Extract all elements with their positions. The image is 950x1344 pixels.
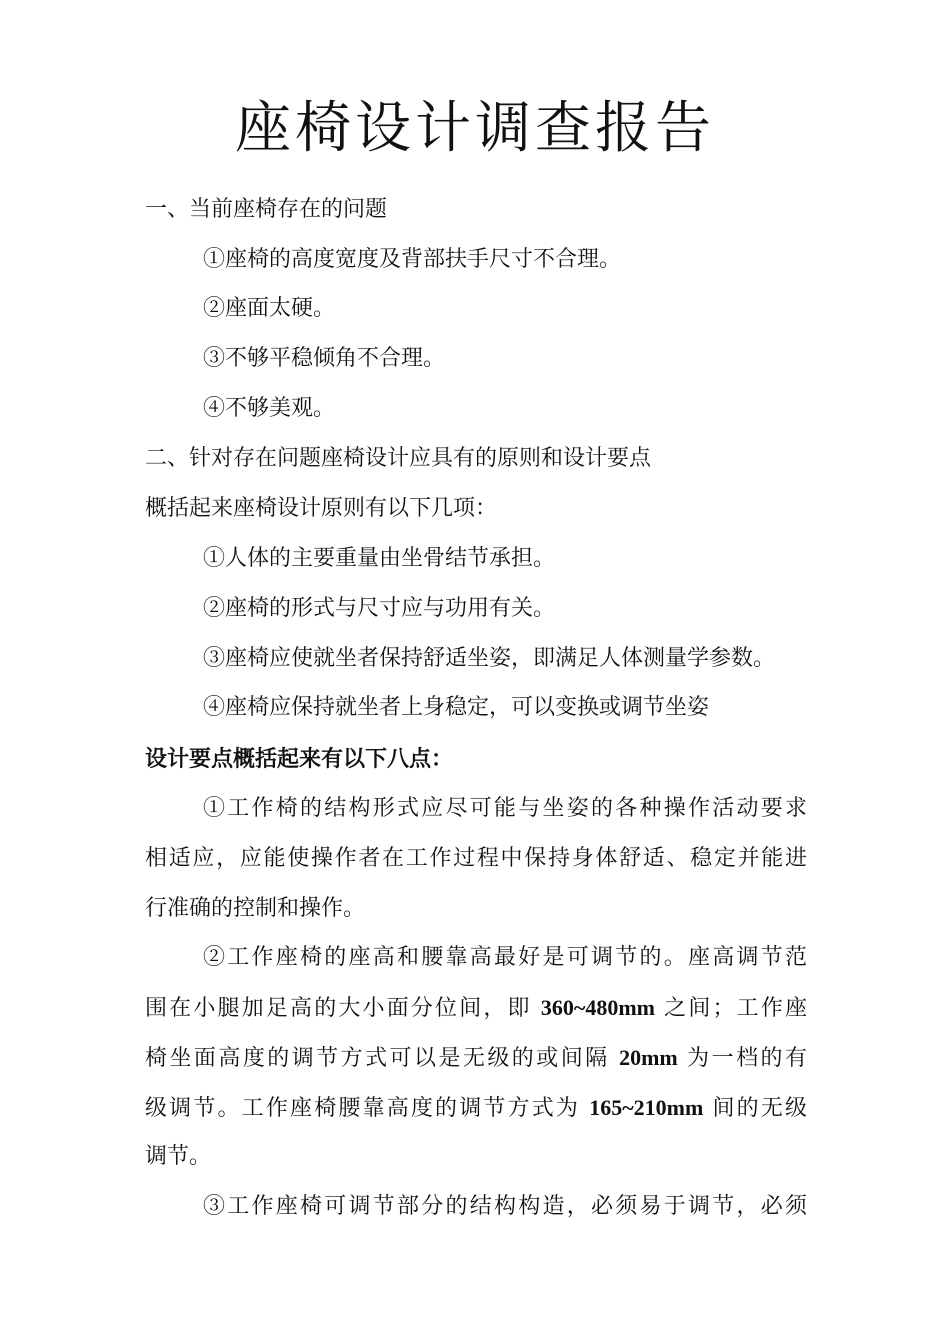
problem-item-4: ④不够美观。 (203, 396, 336, 421)
principle-item-2: ②座椅的形式与尺寸应与功用有关。 (203, 596, 556, 621)
problem-item-3: ③不够平稳倾角不合理。 (203, 346, 446, 371)
point2-line-4 (145, 1094, 807, 1123)
point1-line-3: 行准确的控制和操作。 (145, 896, 366, 921)
point2-line-4-text-a: 级调节。工作座椅腰靠高度的调节方式为 (145, 1096, 590, 1121)
principle-item-1: ①人体的主要重量由坐骨结节承担。 (203, 546, 556, 571)
section2-heading: 二、针对存在问题座椅设计应具有的原则和设计要点 (145, 446, 652, 471)
problem-item-1: ①座椅的高度宽度及背部扶手尺寸不合理。 (203, 247, 622, 272)
principles-intro: 概括起来座椅设计原则有以下几项： (145, 496, 498, 521)
adjust-interval: 20mm (619, 1045, 678, 1070)
page-title: 座椅设计调查报告 (235, 96, 715, 161)
point1-line-2: 相适应，应能使操作者在工作过程中保持身体舒适、稳定并能进 (145, 846, 807, 871)
point2-line-2-text-c: 之间；工作座 (654, 996, 807, 1021)
point2-line-5: 调节。 (145, 1144, 212, 1169)
point2-line-3-text-c: 为一档的有 (677, 1046, 807, 1071)
point2-line-3 (145, 1044, 807, 1073)
point2-line-3-text-a: 椅坐面高度的调节方式可以是无级的或间隔 (145, 1046, 620, 1071)
principle-item-4: ④座椅应保持就坐者上身稳定，可以变换或调节坐姿 (203, 695, 710, 720)
points-intro: 设计要点概括起来有以下八点： (145, 746, 454, 772)
lumbar-height-range: 165~210mm (589, 1095, 704, 1120)
point2-line-4-text-c: 间的无级 (703, 1096, 808, 1121)
point3-line-1: ③工作座椅可调节部分的结构构造，必须易于调节，必须 (203, 1194, 807, 1219)
seat-height-range: 360~480mm (540, 995, 655, 1020)
problem-item-2: ②座面太硬。 (203, 296, 336, 321)
point2-line-1: ②工作座椅的座高和腰靠高最好是可调节的。座高调节范 (203, 945, 807, 970)
section1-heading: 一、当前座椅存在的问题 (145, 197, 388, 222)
principle-item-3: ③座椅应使就坐者保持舒适坐姿，即满足人体测量学参数。 (203, 646, 776, 671)
point2-line-2 (145, 994, 807, 1023)
point2-line-2-text-a: 围在小腿加足高的大小面分位间，即 (145, 996, 541, 1021)
point1-line-1: ①工作椅的结构形式应尽可能与坐姿的各种操作活动要求 (203, 796, 807, 821)
